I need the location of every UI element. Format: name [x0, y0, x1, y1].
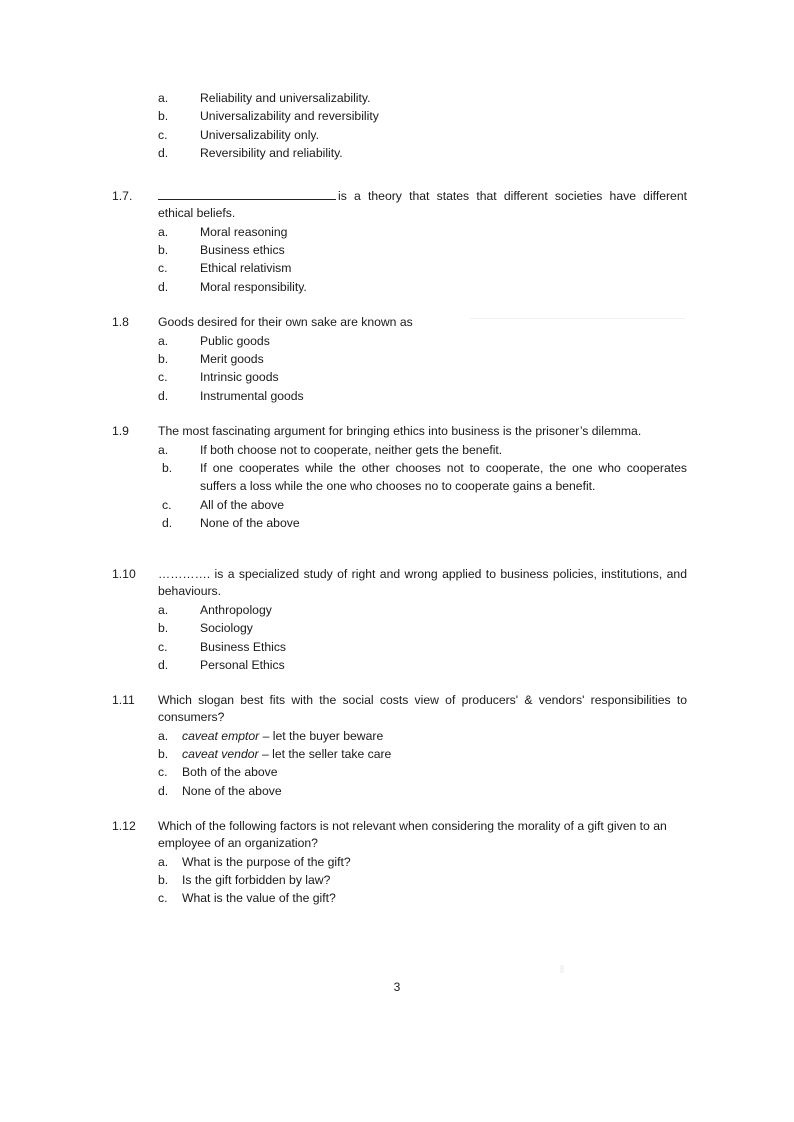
option-letter: b. [158, 747, 169, 762]
list-item[interactable] [112, 387, 687, 405]
list-item[interactable] [112, 259, 687, 277]
option-list [112, 853, 687, 908]
option-text: If one cooperates while the other chooses not to cooperate, the one who cooperates suffers a loss while the one who chooses no to cooperate gains a benefit. [200, 461, 687, 494]
question-stem-text: is a theory that states that different societies have different ethical beliefs. [158, 189, 687, 221]
option-letter: c. [158, 370, 168, 385]
list-item[interactable] [112, 107, 687, 125]
list-item[interactable] [112, 223, 687, 241]
list-item[interactable] [112, 889, 687, 907]
option-letter: b. [158, 873, 169, 887]
list-item[interactable] [112, 368, 687, 386]
list-item[interactable] [112, 601, 687, 619]
question-stem-row [112, 818, 687, 852]
option-letter: d. [158, 145, 169, 160]
question-stem-row [112, 692, 687, 726]
question-stem: Which slogan best fits with the social costs view of producers' & vendors' responsibilities to consumers? [158, 693, 687, 725]
option-letter: b. [158, 109, 169, 124]
list-item[interactable] [112, 332, 687, 350]
question-stem: Goods desired for their own sake are known as [158, 315, 413, 330]
option-letter: a. [158, 333, 169, 348]
option-text: Intrinsic goods [200, 370, 279, 385]
option-text: What is the purpose of the gift? [182, 854, 351, 869]
list-item[interactable] [112, 619, 687, 637]
option-text: Personal Ethics [200, 657, 285, 672]
option-letter: b. [158, 243, 169, 258]
option-text: Reversibility and reliability. [200, 145, 343, 160]
option-letter: a. [158, 728, 169, 743]
option-list [112, 223, 687, 296]
list-item[interactable] [112, 656, 687, 674]
option-text: All of the above [200, 497, 285, 512]
option-text: Business ethics [200, 243, 285, 258]
question-block-carryover [112, 89, 687, 162]
option-list [112, 601, 687, 674]
option-letter: d. [158, 279, 169, 294]
option-text-rest: – let the seller take care [258, 747, 392, 762]
option-letter: d. [158, 783, 169, 798]
question-number: 1.12 [112, 819, 136, 834]
list-item[interactable] [112, 763, 687, 781]
option-text: Reliability and universalizability. [200, 91, 371, 105]
list-item[interactable] [112, 782, 687, 800]
option-letter: b. [162, 461, 173, 476]
option-letter: d. [158, 657, 169, 672]
option-text: Moral reasoning [200, 224, 288, 239]
list-item[interactable] [112, 514, 687, 532]
option-italic-lead: caveat emptor [182, 728, 260, 743]
question-number: 1.9 [112, 424, 129, 439]
list-item[interactable] [112, 853, 687, 871]
option-text-rest: – let the buyer beware [259, 728, 384, 743]
option-text: If both choose not to cooperate, neither gets the benefit. [200, 442, 503, 457]
question-stem-row [112, 314, 687, 331]
option-list [112, 332, 687, 405]
option-text: None of the above [182, 783, 282, 798]
question-number: 1.8 [112, 315, 129, 330]
list-item[interactable] [112, 459, 687, 496]
list-item[interactable] [112, 496, 687, 514]
option-text: Anthropology [200, 603, 272, 618]
option-letter: c. [158, 261, 168, 276]
page-number: 3 [393, 980, 401, 994]
option-letter: d. [158, 388, 169, 403]
question-number: 1.7. [112, 189, 133, 204]
option-letter: a. [158, 91, 169, 105]
option-letter: b. [158, 621, 169, 636]
option-text: Business Ethics [200, 639, 287, 654]
list-item[interactable] [112, 89, 687, 107]
list-item[interactable] [112, 278, 687, 296]
question-stem-row [112, 566, 687, 600]
option-letter: b. [158, 352, 169, 367]
question-stem: …………. is a specialized study of right and wrong applied to business policies, institutions, and behaviours. [158, 567, 687, 599]
document-content [112, 88, 687, 908]
option-text [182, 727, 687, 745]
option-text: Universalizability only. [200, 127, 319, 142]
option-letter: c. [158, 639, 168, 654]
option-letter: a. [158, 224, 169, 239]
option-text: Ethical relativism [200, 261, 292, 276]
list-item[interactable] [112, 441, 687, 459]
option-text: Public goods [200, 333, 270, 348]
option-list [112, 89, 687, 162]
list-item[interactable] [112, 745, 687, 763]
question-number: 1.11 [112, 693, 135, 708]
question-number: 1.10 [112, 567, 136, 582]
question-block-1-7 [112, 188, 687, 296]
option-text: Is the gift forbidden by law? [182, 873, 331, 887]
list-item[interactable] [112, 241, 687, 259]
question-block-1-9 [112, 423, 687, 532]
option-text: None of the above [200, 516, 300, 531]
option-letter: c. [158, 127, 168, 142]
option-text [182, 745, 687, 763]
question-stem-row [112, 188, 687, 222]
list-item[interactable] [112, 638, 687, 656]
option-letter: d. [162, 516, 173, 531]
fill-in-blank [158, 189, 336, 200]
question-stem: The most fascinating argument for bringing ethics into business is the prisoner’s dilemma. [158, 424, 642, 439]
option-text: Sociology [200, 621, 253, 636]
option-text: Merit goods [200, 352, 264, 367]
option-text: Moral responsibility. [200, 279, 307, 294]
question-stem: Which of the following factors is not relevant when considering the morality of a gift given to an employee of an organization? [158, 819, 667, 850]
list-item[interactable] [112, 727, 687, 745]
option-text: What is the value of the gift? [182, 891, 336, 906]
option-letter: c. [162, 497, 172, 512]
question-block-1-8 [112, 314, 687, 405]
option-italic-lead: caveat vendor [182, 747, 259, 762]
option-text: Both of the above [182, 765, 278, 780]
option-text: Universalizability and reversibility [200, 109, 379, 124]
option-list [112, 727, 687, 800]
option-letter: c. [158, 891, 168, 906]
option-list [112, 441, 687, 532]
question-block-1-10 [112, 566, 687, 674]
question-stem-row [112, 423, 687, 440]
list-item[interactable] [112, 350, 687, 368]
option-letter: a. [158, 442, 169, 457]
list-item[interactable] [112, 871, 687, 889]
option-letter: c. [158, 765, 168, 780]
option-letter: a. [158, 603, 169, 618]
list-item[interactable] [112, 144, 687, 162]
question-stem [158, 188, 687, 222]
question-block-1-11 [112, 692, 687, 800]
option-text: Instrumental goods [200, 388, 304, 403]
option-letter: a. [158, 854, 169, 869]
list-item[interactable] [112, 126, 687, 144]
question-block-1-12 [112, 818, 687, 908]
